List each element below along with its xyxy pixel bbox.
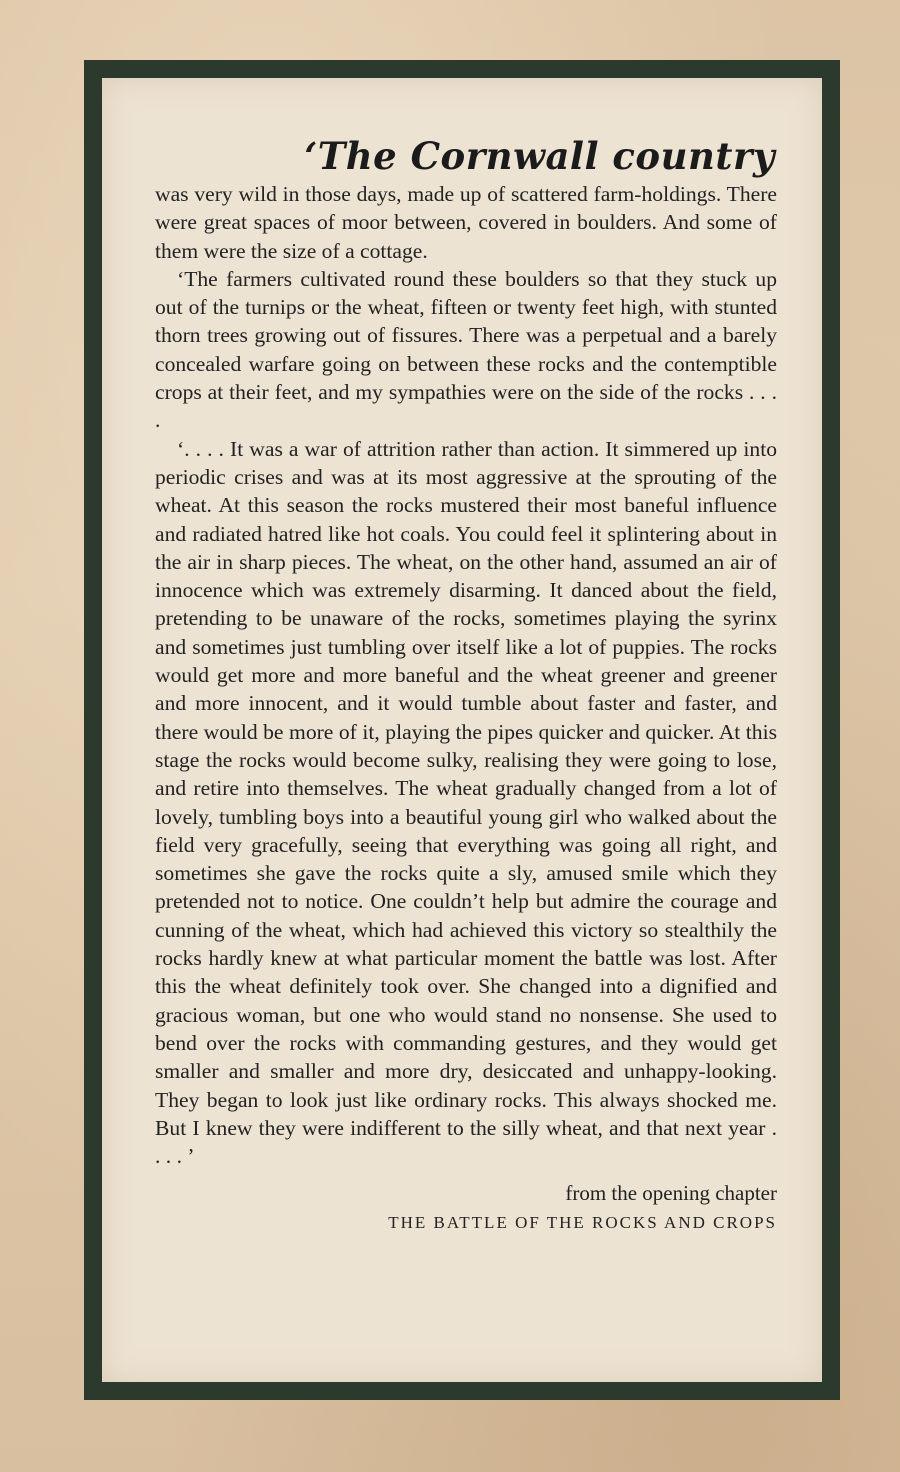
excerpt-attribution: from the opening chapter [565, 1181, 777, 1206]
excerpt-headline: ‘The Cornwall country [304, 134, 775, 178]
excerpt-paragraph-1: was very wild in those days, made up of scattered farm-holdings. There were great spaces of moor between, covered in boulders. And some of them were the size of a cottage. [155, 182, 777, 263]
excerpt-border-frame [84, 60, 840, 1400]
excerpt-paragraph-2: ‘The farmers cultivated round these boulders so that they stuck up out of the turnips or the wheat, fifteen or twenty feet high, with stunted thorn trees growing out of fissures. There was a perpetual and a barely concealed warfare going on between these rocks and the contemptible crops at their feet, and my sympathies were on the side of the rocks . . . . [155, 266, 777, 433]
excerpt-paragraph-3: ‘. . . . It was a war of attrition rather than action. It simmered up into periodic crises and was at its most aggressive at the sprouting of the wheat. At this season the rocks mustered their most baneful influence and radiated hatred like hot coals. You could feel it splintering about in the air in sharp pieces. The wheat, on the other hand, assumed an air of innocence which was extremely disarming. It danced about the field, pretending to be unaware of the rocks, sometimes playing the syrinx and sometimes just tumbling over itself like a lot of puppies. The rocks would get more and more baneful and the wheat greener and greener and more innocent, and it would tumble about faster and faster, and there would be more of it, playing the pipes quicker and quicker. At this stage the rocks would become sulky, realising they were going to lose, and retire into themselves. The wheat gradually changed from a lot of lovely, tumbling boys into a beautiful young girl who walked about the field very gracefully, seeing that everything was going all right, and sometimes she gave the rocks quite a sly, amused smile which they pretended not to notice. One couldn’t help but admire the courage and cunning of the wheat, which had achieved this victory so stealthily the rocks hardly knew at what particular moment the battle was lost. After this the wheat definitely took over. She changed into a dignified and gracious woman, but one who would stand no nonsense. She used to bend over the rocks with commanding gestures, and they would get smaller and smaller and more dry, desiccated and unhappy-looking. They began to look just like ordinary rocks. This always shocked me. But I knew they were indifferent to the silly wheat, and that next year . . . . ’ [155, 436, 777, 1169]
chapter-title: THE BATTLE OF THE ROCKS AND CROPS [388, 1213, 777, 1233]
excerpt-panel [102, 78, 822, 1382]
excerpt-text-block [155, 132, 777, 1237]
